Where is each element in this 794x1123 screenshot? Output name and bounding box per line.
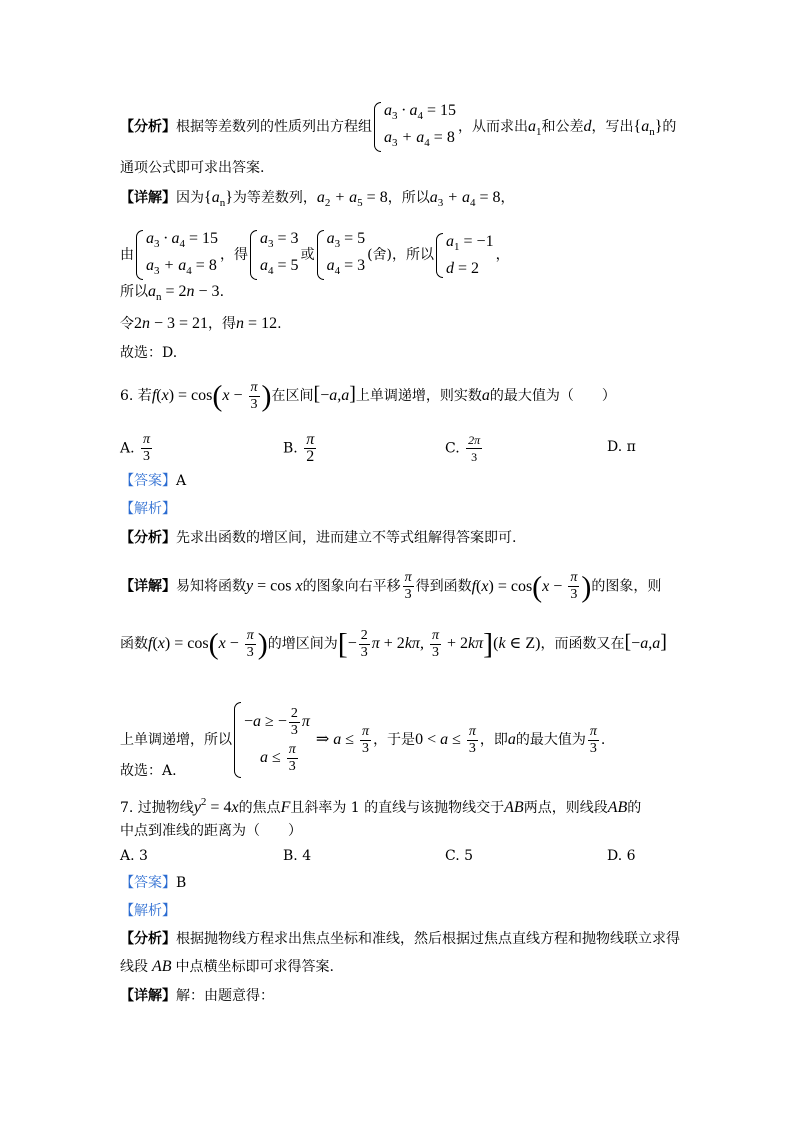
q6-conclusion: 故选：A. xyxy=(120,763,177,779)
q6-detail-line3: 上单调递增，所以 −a ≥ − $\frac{2}{3}$ π a ≤ $\frac{\pi}{3}$ ⇒ a ≤ $\frac{\pi}{3}$ ，于是0 < a ≤ $\frac{\pi}{3}$ ，即a的最大值为 $\frac{\pi}{3}$ . xyxy=(120,700,605,780)
q5-detail-line4: 令2n − 3 = 21，得n = 12. xyxy=(120,315,282,332)
q5-detail-line3: 所以$a_n = 2n - 3$. xyxy=(120,283,225,303)
q6-option-b: B. $\frac{\pi}{2}$ xyxy=(283,431,315,465)
q7-detail: 【详解】解：由题意得： xyxy=(120,988,274,1004)
q6-detail-line1: 【详解】易知将函数y = cos x的图象向右平移 $\frac{\pi}{3}$ 得到函数f(x) = cos(x − $\frac{\pi}{3}$ )的图象，则 xyxy=(120,569,662,603)
q6-option-c: C. $\frac{2\pi}{3}$ xyxy=(445,433,481,464)
q7-analysis-line1: 【分析】根据抛物线方程求出焦点坐标和准线，然后根据过焦点直线方程和抛物线联立求得 xyxy=(120,931,680,947)
q6-answer: 【答案】A xyxy=(120,473,187,489)
q6-option-d: D. π xyxy=(607,439,636,455)
q5-analysis-line1: 【分析】根据等差数列的性质列出方程组 $a_3 \cdot a_4 = 15$ $a_3 + a_4 = 8$ ，从而求出$a_1$和公差d，写出$\{a_n\}$的 xyxy=(120,100,676,154)
q5-detail-line2: 由 $a_3 \cdot a_4 = 15$ $a_3 + a_4 = 8$ ，得 $a_3 = 3$ $a_4 = 5$ 或 $a_3 = 5$ $a_4 = 3$ (舍)，所以 $a_1 = -1$ d = 2 ， xyxy=(120,228,510,282)
equation-system: $a_3 \cdot a_4 = 15$ $a_3 + a_4 = 8$ xyxy=(374,100,456,154)
q6-stem: 6. 若f(x) = cos(x − $\frac{\pi}{3}$ )在区间[−a,a]上单调递增，则实数a的最大值为（ ） xyxy=(120,379,616,413)
analysis-tag: 【分析】 xyxy=(120,119,176,135)
q6-analysis: 【分析】先求出函数的增区间，进而建立不等式组解得答案即可. xyxy=(120,530,517,546)
q7-option-a: A. 3 xyxy=(120,848,148,864)
q5-conclusion: 故选：D. xyxy=(120,345,178,361)
q7-jiexi: 【解析】 xyxy=(120,903,176,919)
q6-detail-line2: 函数f(x) = cos(x − $\frac{\pi}{3}$ )的增区间为[− $\frac{2}{3}$ π + 2kπ, $\frac{\pi}{3}$ + 2kπ](k ∈ Z)，而函数又在[−a,a] xyxy=(120,627,667,661)
q7-analysis-line2: 线段 AB 中点横坐标即可求得答案. xyxy=(120,958,334,975)
q7-option-b: B. 4 xyxy=(283,848,312,864)
q7-stem-line2: 中点到准线的距离为（ ） xyxy=(120,823,302,839)
q7-option-d: D. 6 xyxy=(607,848,636,864)
q5-detail-line1: 【详解】因为$\{a_n\}$为等差数列，$a_2 + a_5 = 8$，所以$a_3 + a_4 = 8$， xyxy=(120,189,515,209)
q5-analysis-line2: 通项公式即可求出答案. xyxy=(120,160,265,176)
q7-answer: 【答案】B xyxy=(120,875,187,891)
q7-option-c: C. 5 xyxy=(445,848,474,864)
q6-jiexi: 【解析】 xyxy=(120,501,176,517)
q6-option-a: A. $\frac{\pi}{3}$ xyxy=(120,432,151,464)
q7-stem-line1: 7. 过抛物线$y^2 = 4x$的焦点F且斜率为 1 的直线与该抛物线交于AB两点，则线段AB的 xyxy=(120,796,642,816)
